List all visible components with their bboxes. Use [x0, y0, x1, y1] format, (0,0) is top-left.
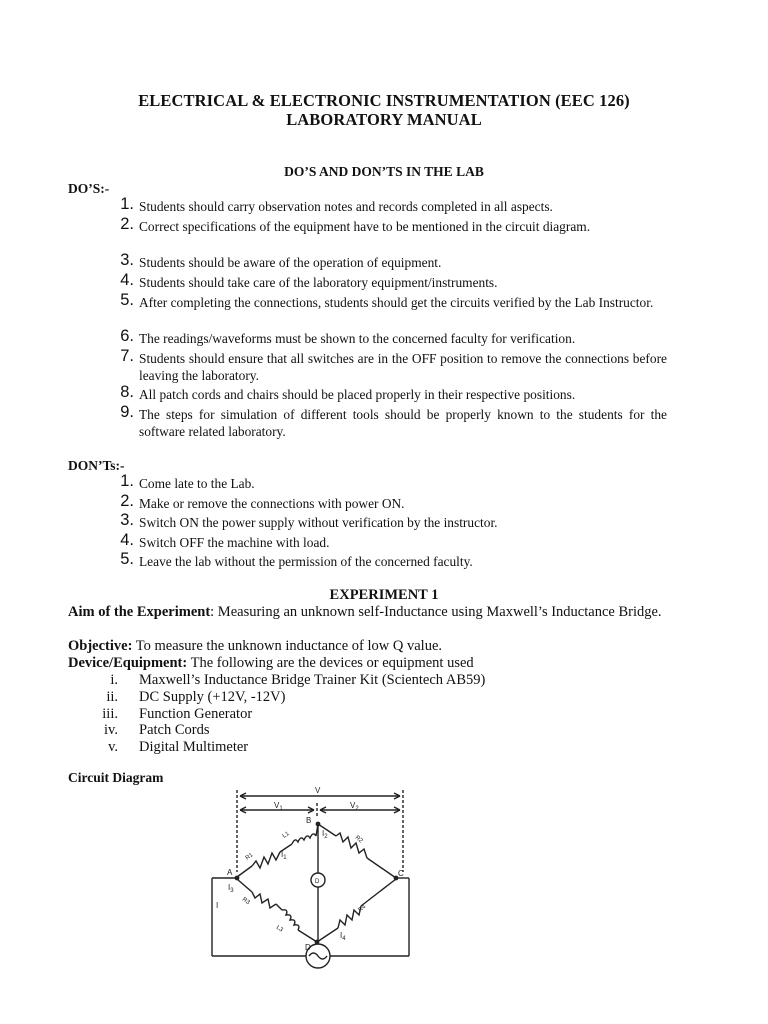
detector-label: D: [315, 879, 320, 885]
dos-item-text: All patch cords and chairs should be placed properly in their respective positions.: [139, 387, 576, 402]
arm-dc-end: [361, 879, 396, 906]
experiment-heading: EXPERIMENT 1: [329, 587, 439, 603]
node-d-dot: [315, 940, 320, 945]
i3-label-sub: 3: [230, 888, 234, 894]
dos-item-number: 5.: [120, 291, 134, 309]
dos-item-text: After completing the connections, students should get the circuits verified by the Lab Instructor.: [139, 295, 654, 310]
v1-label-main: V: [274, 801, 280, 810]
donts-item-number: 2.: [120, 492, 134, 510]
dos-item-text: Students should take care of the laboratory equipment/instruments.: [139, 275, 498, 290]
objective-label: Objective:: [68, 638, 133, 654]
dos-item-number: 8.: [120, 383, 134, 401]
l1-inductor: [292, 834, 316, 844]
r2-resistor: [336, 833, 367, 858]
equipment-item-text: Maxwell’s Inductance Bridge Trainer Kit (Scientech AB59): [139, 672, 486, 688]
dos-item-text: The readings/waveforms must be shown to the concerned faculty for verification.: [139, 331, 576, 346]
i1-label-main: I: [281, 850, 284, 859]
dos-label: DO’S:-: [68, 181, 110, 196]
objective-text: To measure the unknown inductance of low Q value.: [132, 638, 442, 654]
equipment-item-number: i.: [110, 672, 118, 688]
aim-label: Aim of the Experiment: [68, 604, 211, 620]
arm-bc-end: [367, 858, 396, 878]
dos-item-text: Students should carry observation notes and records completed in all aspects.: [139, 199, 553, 214]
equipment-item-number: iv.: [104, 722, 118, 738]
r2-label: R2: [353, 834, 364, 845]
dos-item-number: 9.: [120, 403, 134, 421]
node-a-label: A: [227, 868, 233, 877]
r1-label: R1: [244, 852, 255, 862]
i1-label-sub: 1: [283, 855, 287, 861]
equipment-item-text: DC Supply (+12V, -12V): [139, 689, 286, 705]
i2-label-main: I: [322, 829, 325, 838]
ac-source-sine: [309, 953, 327, 959]
i1-label: [281, 850, 287, 861]
donts-item-text: Leave the lab without the permission of the concerned faculty.: [139, 554, 473, 569]
device-text: The following are the devices or equipment used: [187, 655, 474, 671]
node-a-dot: [235, 876, 240, 881]
aim-text: : Measuring an unknown self-Inductance using Maxwell’s Inductance Bridge.: [210, 604, 662, 620]
r3-label: R3: [240, 896, 251, 907]
v-label: V: [315, 786, 321, 795]
equipment-item-text: Patch Cords: [139, 722, 210, 738]
l3-inductor: [282, 910, 299, 930]
dos-item-number: 4.: [120, 271, 134, 289]
i3-label: [228, 883, 234, 894]
equipment-item-text: Function Generator: [139, 706, 253, 722]
arm-ad-mid: [276, 904, 282, 910]
dos-item-number: 2.: [120, 215, 134, 233]
v1-label-sub: 1: [279, 806, 283, 812]
device-label: Device/Equipment:: [68, 655, 188, 671]
equipment-item-number: iii.: [102, 706, 118, 722]
arm-ab-lead: [237, 866, 252, 877]
v2-label-main: V: [350, 801, 356, 810]
dos-item-text: Students should ensure that all switches are in the OFF position to remove the connections before leaving the laboratory.: [139, 351, 667, 383]
r1-resistor: [252, 852, 280, 868]
r3-resistor: [252, 892, 276, 908]
donts-item-text: Make or remove the connections with power ON.: [139, 496, 405, 511]
arm-dc-lead: [317, 928, 338, 942]
node-c-label: C: [398, 869, 404, 878]
arm-ad-lead: [237, 879, 252, 892]
document-title-line1: ELECTRICAL & ELECTRONIC INSTRUMENTATION (EEC 126): [138, 91, 630, 110]
dos-item-number: 3.: [120, 251, 134, 269]
donts-item-text: Come late to the Lab.: [139, 476, 255, 491]
dos-item-text: Correct specifications of the equipment have to be mentioned in the circuit diagram.: [139, 219, 591, 234]
node-b-dot: [316, 822, 321, 827]
l3-label: L3: [274, 924, 284, 934]
r4-label: R4: [357, 904, 368, 914]
i3-label-main: I: [228, 883, 231, 892]
donts-item-number: 4.: [120, 531, 134, 549]
donts-item-number: 3.: [120, 511, 134, 529]
node-b-label: B: [306, 816, 312, 825]
donts-item-number: 5.: [120, 550, 134, 568]
donts-label: DON’Ts:-: [68, 458, 125, 473]
dos-item-text: Students should be aware of the operation of equipment.: [139, 255, 442, 270]
circuit-diagram-label: Circuit Diagram: [68, 770, 164, 785]
dos-item-number: 6.: [120, 327, 134, 345]
dos-item-number: 7.: [120, 347, 134, 365]
l1-label: L1: [281, 830, 291, 840]
equipment-item-number: v.: [108, 739, 118, 755]
v2-label-sub: 2: [355, 806, 359, 812]
i4-label: [340, 931, 346, 942]
i4-label-sub: 4: [342, 936, 346, 942]
dos-item-number: 1.: [120, 195, 134, 213]
document-title-line2: LABORATORY MANUAL: [286, 110, 482, 129]
node-d-label: D: [305, 943, 311, 952]
arm-ad-end: [298, 930, 317, 942]
equipment-item-number: ii.: [106, 689, 118, 705]
dos-item-text: The steps for simulation of different tools should be properly known to the students for the software related laboratory.: [139, 407, 667, 439]
supply-current-label: I: [216, 901, 219, 910]
equipment-item-text: Digital Multimeter: [139, 739, 249, 755]
donts-item-text: Switch OFF the machine with load.: [139, 535, 330, 550]
donts-item-number: 1.: [120, 472, 134, 490]
i2-label-sub: 2: [324, 834, 328, 840]
dos-donts-heading: DO’S AND DON’TS IN THE LAB: [284, 164, 484, 179]
i4-label-main: I: [340, 931, 343, 940]
donts-item-text: Switch ON the power supply without verification by the instructor.: [139, 515, 498, 530]
